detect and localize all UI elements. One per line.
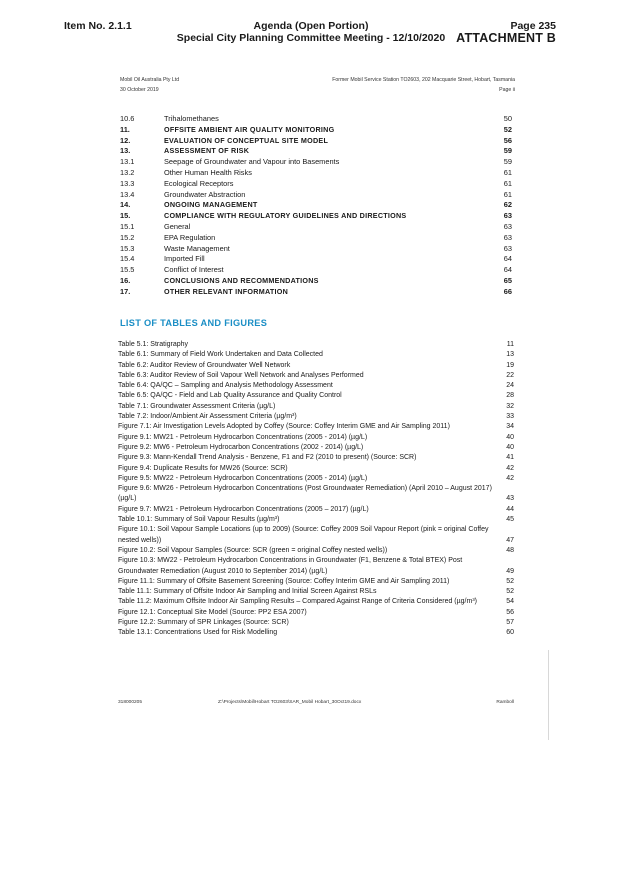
toc-entry-page: 63 (503, 221, 512, 231)
lot-entry[interactable] (118, 628, 514, 638)
lot-entry-page: 24 (506, 382, 514, 390)
lot-entry-page: 48 (506, 546, 514, 554)
toc-entry[interactable] (120, 222, 512, 233)
attachment-label: ATTACHMENT B (456, 31, 556, 45)
toc-entry-page: 61 (503, 189, 512, 199)
lot-entry-label: Figure 9.2: MW6 - Petroleum Hydrocarbon Concentrations (2002 - 2014) (µg/L) (118, 443, 364, 451)
toc-entry[interactable] (120, 114, 512, 125)
lot-entry[interactable] (118, 391, 514, 401)
lot-entry-label: Figure 11.1: Summary of Offsite Basement Screening (Source: Coffey Interim GME and Air Sampling 2011) (118, 577, 450, 585)
toc-entry[interactable] (120, 146, 512, 157)
lot-entry[interactable] (118, 597, 514, 607)
toc-entry-number: 10.6 (120, 114, 135, 123)
toc-entry-page: 50 (503, 114, 512, 123)
lot-entry-label: Figure 12.2: Summary of SPR Linkages (Source: SCR) (118, 619, 289, 627)
list-of-tables-and-figures (118, 340, 514, 639)
toc-entry[interactable] (120, 287, 512, 298)
toc-entry-number: 15.4 (120, 254, 135, 264)
toc-entry-page: 64 (503, 254, 512, 264)
lot-entry[interactable] (118, 422, 514, 432)
toc-entry[interactable] (120, 276, 512, 287)
brand-name: Ramboll (496, 700, 514, 705)
lot-entry[interactable] (118, 587, 514, 597)
document-header-right (332, 75, 515, 95)
toc-entry-title: COMPLIANCE WITH REGULATORY GUIDELINES AND DIRECTIONS (164, 211, 407, 221)
lot-entry-label: Table 6.1: Summary of Field Work Undertaken and Data Collected (118, 351, 323, 359)
lot-entry-page: 47 (506, 536, 514, 544)
toc-entry-number: 11. (120, 124, 130, 134)
lot-entry-page: 40 (506, 433, 514, 441)
document-page-number: Page ii (499, 87, 515, 93)
toc-entry-number: 15.1 (120, 221, 135, 231)
lot-entry-label: Figure 10.2: Soil Vapour Samples (Source: SCR (green = original Coffey nested wells)) (118, 546, 388, 554)
toc-entry-title: OTHER RELEVANT INFORMATION (164, 286, 289, 296)
toc-entry-title: General (164, 221, 191, 231)
lot-entry-page: 60 (506, 629, 514, 637)
lot-entry-label: Table 5.1: Stratigraphy (118, 341, 189, 348)
toc-entry-number: 17. (120, 286, 131, 296)
toc-entry-title: OFFSITE AMBIENT AIR QUALITY MONITORING (164, 124, 335, 134)
toc-entry-number: 14. (120, 200, 131, 210)
lot-entry-label: Table 6.3: Auditor Review of Soil Vapour Well Network and Analyses Performed (118, 371, 364, 379)
document-header-left (120, 75, 179, 95)
lot-entry-page: 19 (506, 361, 514, 369)
lot-entry-label: Figure 10.3: MW22 - Petroleum Hydrocarbon Concentrations in Groundwater (F1, Benzene & Total BTEX) Post Groundwater Remediation (August 2010 to September 2014) (µg/L) (118, 557, 463, 575)
lot-entry[interactable] (118, 546, 514, 556)
lot-entry[interactable] (118, 433, 514, 443)
lot-entry-label: Figure 10.1: Soil Vapour Sample Locations (up to 2009) (Source: Coffey 2009 Soil Vapour Report (pink = original Coffey nested wells)) (118, 526, 489, 544)
lot-entry[interactable] (118, 361, 514, 371)
lot-entry-label: Figure 9.6: MW26 - Petroleum Hydrocarbon Concentrations (Post Groundwater Remediation) (April 2010 – August 2017) (µg/L) (118, 485, 492, 503)
toc-entry-number: 15.3 (120, 243, 135, 253)
agenda-header (0, 0, 622, 48)
lot-entry[interactable] (118, 381, 514, 391)
lot-entry[interactable] (118, 412, 514, 422)
lot-entry-page: 13 (506, 351, 514, 359)
lot-entry-label: Table 10.1: Summary of Soil Vapour Results (µg/m³) (118, 516, 280, 524)
toc-entry[interactable] (120, 233, 512, 244)
lot-entry-page: 33 (506, 413, 514, 421)
lot-entry[interactable] (118, 525, 514, 546)
document-date: 30 October 2019 (120, 87, 159, 93)
scan-artifact-line (548, 650, 549, 740)
toc-entry-title: Conflict of Interest (164, 265, 224, 275)
lot-entry-page: 57 (506, 619, 514, 627)
toc-entry-page: 64 (503, 265, 512, 275)
toc-entry[interactable] (120, 190, 512, 201)
toc-entry-page: 66 (503, 286, 512, 296)
lot-entry-page: 22 (506, 371, 514, 379)
toc-entry-page: 56 (503, 135, 512, 145)
lot-entry-label: Figure 9.3: Mann-Kendall Trend Analysis - Benzene, F1 and F2 (2010 to present) (Source: SCR) (118, 454, 417, 462)
toc-entry-title: Other Human Health Risks (164, 167, 252, 177)
lot-entry-label: Table 13.1: Concentrations Used for Risk Modelling (118, 629, 278, 637)
lot-entry-page: 52 (506, 577, 514, 585)
toc-entry-title: EPA Regulation (164, 232, 216, 242)
toc-entry-title: Waste Management (164, 243, 230, 253)
lot-entry-page: 52 (506, 588, 514, 596)
lot-entry-page: 45 (506, 516, 514, 524)
lot-entry-label: Figure 12.1: Conceptual Site Model (Source: PP2 ESA 2007) (118, 608, 307, 616)
lot-entry-label: Table 6.4: QA/QC – Sampling and Analysis Methodology Assessment (118, 382, 333, 390)
toc-entry-title: EVALUATION OF CONCEPTUAL SITE MODEL (164, 135, 329, 145)
toc-entry-page: 63 (503, 243, 512, 253)
item-number: Item No. 2.1.1 (64, 20, 132, 32)
lot-entry[interactable] (118, 350, 514, 360)
lot-entry-page: 32 (506, 402, 514, 410)
toc-entry-title: Groundwater Abstraction (164, 189, 246, 199)
lot-entry[interactable] (118, 505, 514, 515)
lot-entry[interactable] (118, 443, 514, 453)
toc-entry-title: Ecological Receptors (164, 178, 234, 188)
file-path: Z:\Projects\Mobil\Hobart TO2603\SAR_Mobil Hobart_30Oct19.docx (218, 700, 362, 705)
lot-entry-label: Figure 7.1: Air Investigation Levels Adopted by Coffey (Source: Coffey Interim GME and Air Sampling 2011) (118, 423, 450, 431)
lot-entry-page: 44 (506, 505, 514, 513)
toc-entry-number: 15.5 (120, 265, 135, 275)
toc-entry[interactable] (120, 200, 512, 211)
toc-entry[interactable] (120, 157, 512, 168)
list-of-tables-heading: LIST OF TABLES AND FIGURES (120, 318, 268, 328)
toc-entry[interactable] (120, 254, 512, 265)
lot-entry[interactable] (118, 453, 514, 463)
agenda-title-block (150, 20, 472, 44)
lot-entry-label: Table 6.2: Auditor Review of Groundwater Well Network (118, 361, 291, 369)
table-of-contents (120, 114, 512, 298)
lot-entry[interactable] (118, 618, 514, 628)
toc-entry-number: 13.4 (120, 189, 135, 199)
toc-entry-title: Trihalomethanes (164, 114, 219, 123)
lot-entry-page: 40 (506, 443, 514, 451)
lot-entry-label: Figure 9.4: Duplicate Results for MW26 (Source: SCR) (118, 464, 288, 472)
toc-entry[interactable] (120, 136, 512, 147)
toc-entry-number: 13.2 (120, 167, 135, 177)
toc-entry-number: 12. (120, 135, 131, 145)
lot-entry[interactable] (118, 402, 514, 412)
toc-entry[interactable] (120, 168, 512, 179)
lot-entry[interactable] (118, 484, 514, 505)
toc-entry-page: 65 (503, 275, 512, 285)
lot-entry-page: 41 (506, 454, 514, 462)
toc-entry-page: 62 (503, 200, 512, 210)
toc-entry-number: 13. (120, 146, 131, 156)
lot-entry-page: 42 (506, 474, 514, 482)
toc-entry[interactable] (120, 244, 512, 255)
lot-entry-page: 28 (506, 392, 514, 400)
toc-entry[interactable] (120, 179, 512, 190)
lot-entry[interactable] (118, 371, 514, 381)
toc-entry-page: 59 (503, 157, 512, 167)
toc-entry-number: 13.1 (120, 157, 135, 167)
document-number: 318000205 (118, 700, 143, 705)
toc-entry[interactable] (120, 265, 512, 276)
agenda-page-number: Page 235 (510, 20, 556, 32)
toc-entry-page: 61 (503, 167, 512, 177)
toc-entry-title: Seepage of Groundwater and Vapour into Basements (164, 157, 340, 167)
toc-entry[interactable] (120, 125, 512, 136)
lot-entry[interactable] (118, 577, 514, 587)
site-name: Former Mobil Service Station TO2603, 202 Macquarie Street, Hobart, Tasmania (332, 77, 515, 83)
toc-entry-page: 63 (503, 232, 512, 242)
toc-entry-title: CONCLUSIONS AND RECOMMENDATIONS (164, 275, 319, 285)
lot-entry-label: Figure 9.5: MW22 - Petroleum Hydrocarbon Concentrations (2005 - 2014) (µg/L) (118, 474, 368, 482)
toc-entry-title: ASSESSMENT OF RISK (164, 146, 250, 156)
lot-entry-page: 43 (506, 495, 514, 503)
lot-entry-label: Figure 9.7: MW21 - Petroleum Hydrocarbon Concentrations (2005 – 2017) (µg/L) (118, 505, 369, 513)
lot-entry[interactable] (118, 608, 514, 618)
lot-entry-label: Table 7.2: Indoor/Ambient Air Assessment Criteria (µg/m³) (118, 413, 297, 421)
toc-entry-page: 63 (503, 211, 512, 221)
toc-entry-number: 16. (120, 275, 131, 285)
lot-entry-label: Table 7.1: Groundwater Assessment Criteria (µg/L) (118, 402, 276, 410)
lot-entry[interactable] (118, 464, 514, 474)
lot-entry-page: 56 (506, 608, 514, 616)
lot-entry-page: 34 (506, 423, 514, 431)
lot-entry[interactable] (118, 474, 514, 484)
toc-entry[interactable] (120, 211, 512, 222)
agenda-title: Agenda (Open Portion) (253, 20, 369, 32)
lot-entry[interactable] (118, 340, 514, 350)
lot-entry-page: 49 (506, 567, 514, 575)
lot-entry-label: Table 11.1: Summary of Offsite Indoor Air Sampling and Initial Screen Against RSLs (118, 588, 377, 596)
company-name: Mobil Oil Australia Pty Ltd (120, 77, 180, 83)
lot-entry-label: Table 6.5: QA/QC - Field and Lab Quality Assurance and Quality Control (118, 392, 342, 400)
lot-entry[interactable] (118, 556, 514, 577)
toc-entry-page: 59 (503, 146, 512, 156)
meeting-title: Special City Planning Committee Meeting - 12/10/2020 (176, 32, 446, 44)
lot-entry-page: 42 (506, 464, 514, 472)
lot-entry-page: 54 (506, 598, 514, 606)
toc-entry-page: 52 (503, 124, 512, 134)
toc-entry-page: 61 (503, 178, 512, 188)
toc-entry-number: 15.2 (120, 232, 135, 242)
lot-entry-page: 11 (506, 341, 514, 348)
toc-entry-title: ONGOING MANAGEMENT (164, 200, 258, 210)
toc-entry-number: 15. (120, 211, 131, 221)
lot-entry[interactable] (118, 515, 514, 525)
lot-entry-label: Table 11.2: Maximum Offsite Indoor Air Sampling Results – Compared Against Range of Criteria Considered (µg/m³) (118, 598, 477, 606)
toc-entry-title: Imported Fill (164, 254, 205, 264)
toc-entry-number: 13.3 (120, 178, 135, 188)
lot-entry-label: Figure 9.1: MW21 - Petroleum Hydrocarbon Concentrations (2005 - 2014) (µg/L) (118, 433, 368, 441)
